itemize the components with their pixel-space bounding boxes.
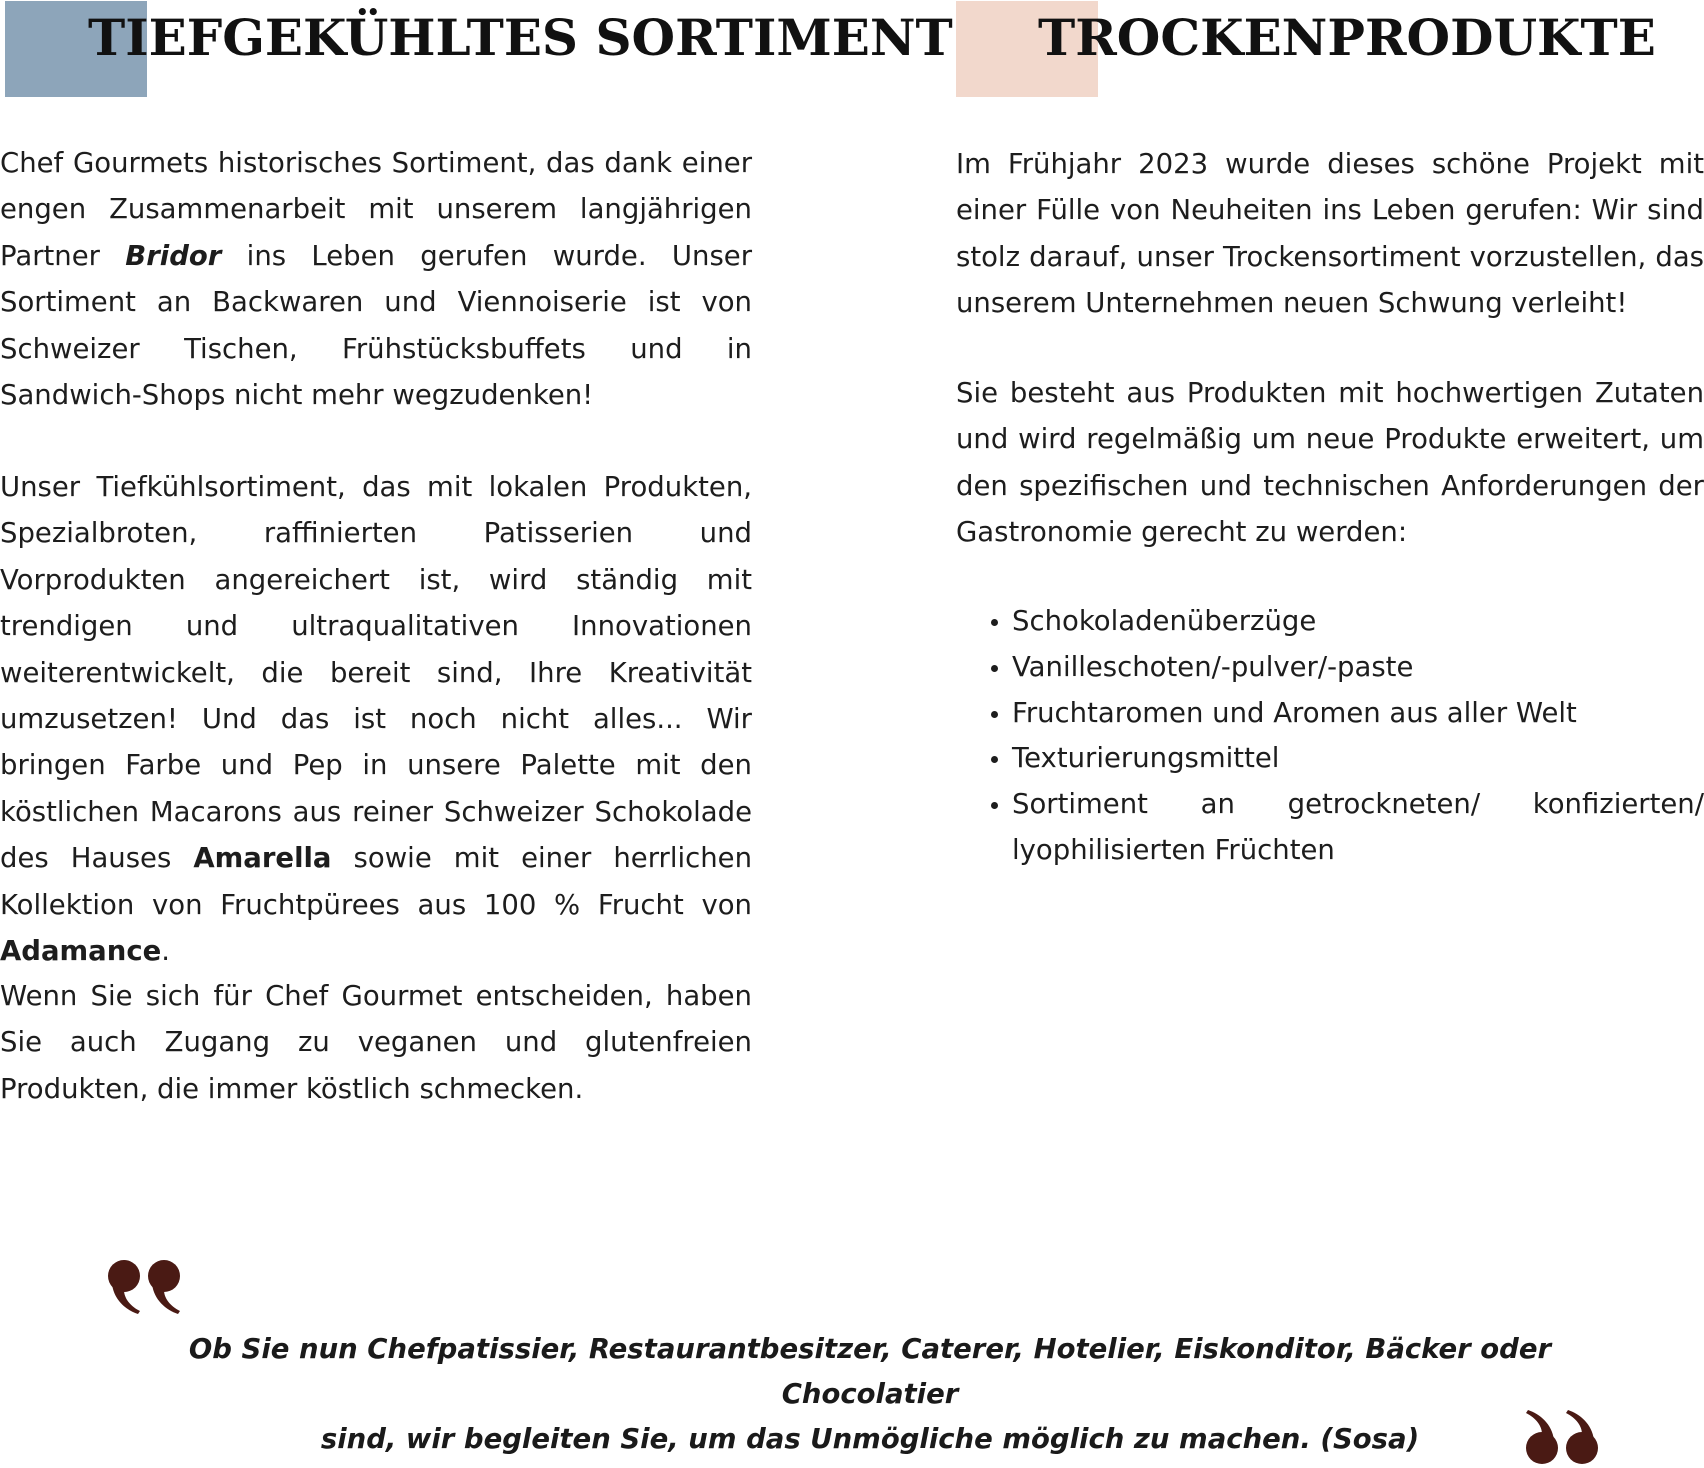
quote-text [120, 1327, 1620, 1462]
list-item: Schokoladenüberzüge [956, 599, 1704, 645]
dry-product-list [956, 599, 1704, 874]
frozen-assortment-section [0, 0, 953, 1105]
quote-line-1: Ob Sie nun Chefpatissier, Restaurantbesitzer, Caterer, Hotelier, Eiskonditor, Bäcker oder Chocolatier [188, 1333, 1552, 1410]
frozen-paragraph-1 [0, 140, 752, 418]
frozen-p2-text-end: . [161, 935, 171, 968]
frozen-p2-text-middle: sowie mit einer herrlichen Kollektion von Fruchtpürees aus 100 % Frucht von [0, 842, 753, 921]
frozen-heading-block [0, 0, 953, 100]
brand-bridor: Bridor [125, 239, 222, 272]
close-quote-icon [1520, 1408, 1602, 1468]
frozen-p2-text: Unser Tiefkühlsortiment, das mit lokalen Produkten, Spezialbroten, raffinierten Patisserien und Vorprodukten angereichert ist, wird ständig mit trendigen und ultraqualitativen Innovationen weiterentwickelt, die bereit sind, Ihre Kreativität umzusetzen! Und das ist noch nicht alles... Wir bringen Farbe und Pep in unsere Palette mit den köstlichen Macarons aus reiner Schweizer Schokolade des Hauses [0, 471, 752, 875]
open-quote-icon [104, 1256, 186, 1316]
quote-line-2: sind, wir begleiten Sie, um das Unmögliche möglich zu machen. (Sosa) [320, 1423, 1420, 1455]
brand-amarella: Amarella [193, 842, 332, 875]
dry-heading: TROCKENPRODUKTE [1038, 8, 1656, 67]
list-item: Fruchtaromen und Aromen aus aller Welt [956, 691, 1704, 737]
list-item: Vanilleschoten/-pulver/-paste [956, 645, 1704, 691]
dry-paragraph-2: Sie besteht aus Produkten mit hochwertigen Zutaten und wird regelmäßig um neue Produkte erweitert, um den spezifischen und technischen Anforderungen der Gastronomie gerecht zu werden: [956, 377, 1704, 549]
list-item: Texturierungsmittel [956, 736, 1704, 782]
frozen-p1-text: Chef Gourmets historisches Sortiment, das dank einer engen Zusammenarbeit mit unserem langjährigen Partner [0, 147, 752, 272]
frozen-paragraph-3: Wenn Sie sich für Chef Gourmet entscheiden, haben Sie auch Zugang zu veganen und glutenfreien Produkten, die immer köstlich schmecken. [0, 980, 752, 1105]
frozen-paragraph-2 [0, 464, 752, 974]
frozen-heading: TIEFGEKÜHLTES SORTIMENT [88, 8, 953, 67]
frozen-p1-text-end: ins Leben gerufen wurde. Unser Sortiment an Backwaren und Viennoiserie ist von Schweizer Tischen, Frühstücksbuffets und in Sandwich-Shops nicht mehr wegzudenken! [0, 239, 752, 412]
list-item: Sortiment an getrockneten/ konfizierten/ lyophilisierten Früchten [956, 782, 1704, 874]
dry-products-section [956, 0, 1704, 866]
brand-adamance: Adamance [0, 935, 162, 968]
dry-heading-block [956, 0, 1704, 100]
dry-paragraph-1: Im Frühjahr 2023 wurde dieses schöne Projekt mit einer Fülle von Neuheiten ins Leben gerufen: Wir sind stolz darauf, unser Trockensortiment vorzustellen, das unserem Unternehmen neuen Schwung verleiht! [956, 148, 1704, 320]
